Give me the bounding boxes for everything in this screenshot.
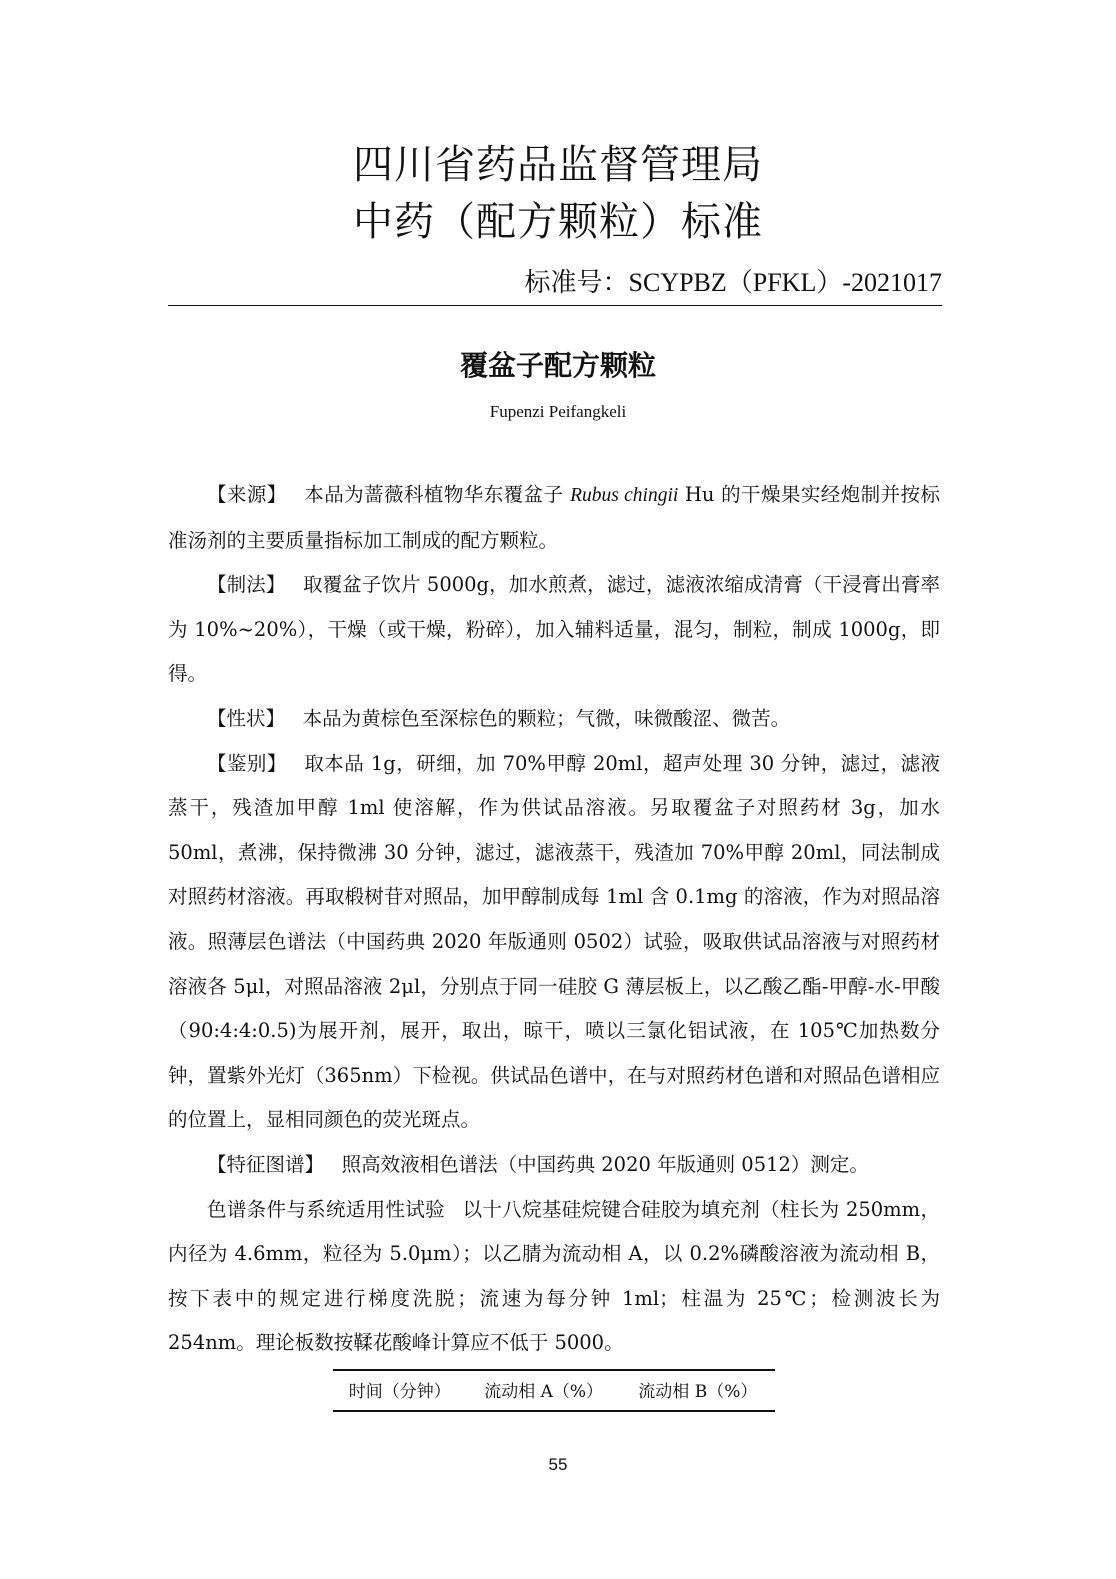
section-preparation (168, 563, 940, 697)
section-preparation-label: 【制法】 (207, 573, 286, 597)
section-chromatographic-conditions-label: 色谱条件与系统适用性试验 (207, 1197, 446, 1221)
section-characteristics-text: 本品为黄棕色至深棕色的颗粒；气微，味微酸涩、微苦。 (302, 706, 791, 730)
header-divider (168, 305, 942, 306)
gradient-table-header-row (333, 1370, 775, 1411)
standard-number-label: 标准号： (524, 268, 629, 298)
section-chromatographic-conditions (168, 1188, 940, 1366)
section-source-text-2: Hu 的干燥果实经炮制并按标准汤剂的主要质量指标加工制成的配方颗粒。 (168, 483, 940, 552)
section-characteristics (168, 697, 940, 742)
gradient-table-header-time: 时间（分钟） (348, 1382, 451, 1402)
section-fingerprint (168, 1143, 940, 1188)
section-identification-label: 【鉴别】 (207, 751, 287, 775)
page-number: 55 (548, 1455, 568, 1474)
section-source (168, 473, 940, 563)
document-body (168, 473, 940, 1366)
section-fingerprint-text: 照高效液相色谱法（中国药典 2020 年版通则 0512）测定。 (341, 1152, 869, 1176)
standard-number-value: SCYPBZ（PFKL）-2021017 (628, 268, 942, 297)
section-source-label: 【来源】 (207, 483, 287, 506)
gradient-table-header-phase-a: 流动相 A（%） (484, 1382, 604, 1402)
product-name: 覆盆子配方颗粒 (459, 349, 656, 382)
standard-number (524, 270, 942, 296)
section-source-text-1: 本品为蔷薇科植物华东覆盆子 (304, 483, 571, 506)
section-fingerprint-label: 【特征图谱】 (207, 1152, 325, 1176)
section-preparation-text: 取覆盆子饮片 5000g，加水煎煮，滤过，滤液浓缩成清膏（干浸膏出膏率为 10%~20%），干燥（或干燥，粉碎），加入辅料适量，混匀，制粒，制成 1000g，即得。 (168, 573, 940, 686)
latin-name: Rubus chingii (570, 485, 679, 506)
document-title-line2: 中药（配方颗粒）标准 (353, 199, 763, 245)
section-identification (168, 742, 940, 1143)
section-chromatographic-conditions-text: 以十八烷基硅烷键合硅胶为填充剂（柱长为 250mm，内径为 4.6mm，粒径为 5.0μm）；以乙腈为流动相 A，以 0.2%磷酸溶液为流动相 B，按下表中的规定进行梯度洗脱；流速为每分钟 1ml；柱温为 25℃；检测波长为 254nm。理论板数按鞣花酸峰计算应不低于 5000。 (168, 1197, 940, 1355)
product-pinyin: Fupenzi Peifangkeli (489, 402, 627, 421)
section-characteristics-label: 【性状】 (207, 706, 286, 730)
gradient-table (333, 1369, 775, 1412)
section-identification-text: 取本品 1g，研细，加 70%甲醇 20ml，超声处理 30 分钟，滤过，滤液蒸干，残渣加甲醇 1ml 使溶解，作为供试品溶液。另取覆盆子对照药材 3g，加水 50ml，煮沸，保持微沸 30 分钟，滤过，滤液蒸干，残渣加 70%甲醇 20ml，同法制成对照药材溶液。再取椴树苷对照品，加甲醇制成每 1ml 含 0.1mg 的溶液，作为对照品溶液。照薄层色谱法（中国药典 2020 年版通则 0502）试验，吸取供试品溶液与对照药材溶液各 5μl，对照品溶液 2μl，分别点于同一硅胶 G 薄层板上，以乙酸乙酯-甲醇-水-甲酸（90:4:4:0.5)为展开剂，展开，取出，晾干，喷以三氯化铝试液，在 105℃加热数分钟，置紫外光灯（365nm）下检视。供试品色谱中，在与对照药材色谱和对照品色谱相应的位置上，显相同颜色的荧光斑点。 (168, 751, 940, 1132)
gradient-table-header-phase-b: 流动相 B（%） (638, 1382, 758, 1402)
document-title-line1: 四川省药品监督管理局 (353, 142, 763, 188)
